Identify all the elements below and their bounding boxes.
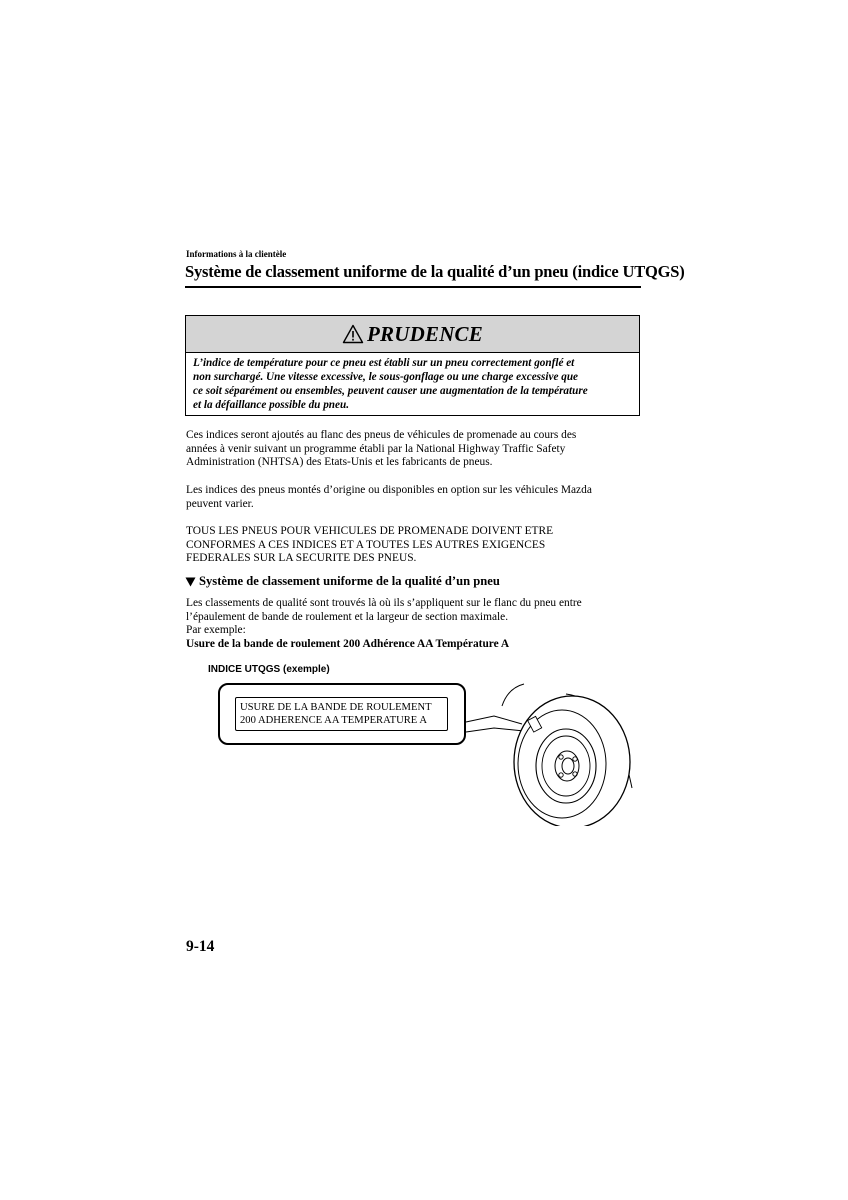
section-label: Informations à la clientèle xyxy=(186,249,287,259)
callout-line: USURE DE LA BANDE DE ROULEMENT xyxy=(240,702,432,713)
page-number: 9-14 xyxy=(186,938,215,955)
caution-box xyxy=(185,315,640,416)
text-line: années à venir suivant un programme établi par la National Highway Traffic Safety xyxy=(186,442,566,455)
text-line: l’épaulement de bande de roulement et la largeur de section maximale. xyxy=(186,610,509,623)
text-line: TOUS LES PNEUS POUR VEHICULES DE PROMENADE DOIVENT ETRE xyxy=(186,525,554,537)
text-line: Les indices des pneus montés d’origine ou disponibles en option sur les véhicules Mazda xyxy=(186,484,592,496)
triangle-down-icon xyxy=(185,577,196,587)
text-line: Ces indices seront ajoutés au flanc des pneus de véhicules de promenade au cours des xyxy=(186,429,577,441)
warning-triangle-icon xyxy=(342,324,364,344)
utqgs-callout xyxy=(218,683,466,745)
title-divider xyxy=(185,286,641,288)
utqgs-label-example xyxy=(235,697,448,731)
page-title: Système de classement uniforme de la qualité d’un pneu (indice UTQGS) xyxy=(185,262,685,281)
tire-sidewall-illustration xyxy=(464,676,644,826)
subheading-text: Système de classement uniforme de la qualité d’un pneu xyxy=(199,574,500,588)
subheading xyxy=(185,574,500,589)
caution-line: non surchargé. Une vitesse excessive, le sous-gonflage ou une charge excessive que xyxy=(193,371,579,383)
caution-text xyxy=(193,356,633,412)
example-text: Usure de la bande de roulement 200 Adhérence AA Température A xyxy=(186,637,510,650)
text-line: Administration (NHTSA) des Etats-Unis et les fabricants de pneus. xyxy=(186,456,493,469)
callout-line: 200 ADHERENCE AA TEMPERATURE A xyxy=(240,715,427,726)
paragraph-requirements xyxy=(186,525,641,566)
text-line: FEDERALES SUR LA SECURITE DES PNEUS. xyxy=(186,552,417,565)
paragraph-indices-vary xyxy=(186,484,641,511)
text-line: CONFORMES A CES INDICES ET A TOUTES LES AUTRES EXIGENCES xyxy=(186,538,546,551)
text-line: peuvent varier. xyxy=(186,497,254,510)
text-line: Par exemple: xyxy=(186,624,246,637)
figure-caption: INDICE UTQGS (exemple) xyxy=(208,664,330,675)
caution-header xyxy=(186,316,639,353)
paragraph-grade-location xyxy=(186,597,641,651)
caution-line: ce soit séparément ou ensembles, peuvent causer une augmentation de la température xyxy=(193,385,588,397)
paragraph-indices-added xyxy=(186,429,641,470)
caution-line: et la défaillance possible du pneu. xyxy=(193,399,349,411)
text-line: Les classements de qualité sont trouvés là où ils s’appliquent sur le flanc du pneu entre xyxy=(186,597,582,609)
caution-heading: PRUDENCE xyxy=(367,321,483,346)
caution-line: L’indice de température pour ce pneu est établi sur un pneu correctement gonflé et xyxy=(193,357,575,369)
